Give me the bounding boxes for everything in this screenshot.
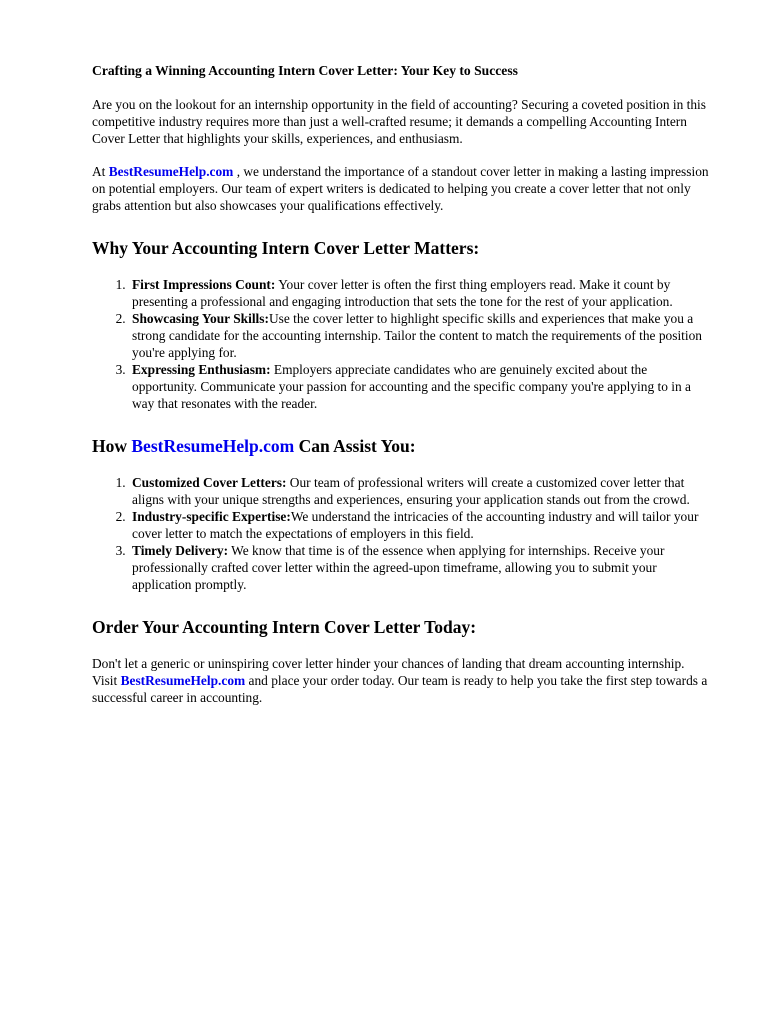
intro-paragraph-1 — [92, 96, 710, 147]
document-title: Crafting a Winning Accounting Intern Cover Letter: Your Key to Success — [92, 63, 518, 78]
list-item-text: Our team of professional writers will create a customized cover letter that aligns with your unique strengths and experiences, ensuring your application stands out from the crowd. — [132, 475, 690, 507]
how-assist-list — [92, 474, 710, 593]
list-item-text: We understand the intricacies of the accounting industry and will tailor your cover letter to match the expectations of employers in this field. — [132, 509, 699, 541]
paragraph-text: Don't let a generic or uninspiring cover letter hinder your chances of landing that dream accounting internship. Visit — [92, 656, 685, 688]
intro-paragraph-2 — [92, 163, 710, 214]
list-item — [129, 474, 710, 508]
why-matters-list — [92, 276, 710, 412]
closing-paragraph — [92, 655, 710, 706]
list-item — [129, 542, 710, 593]
list-item-label: Timely Delivery: — [132, 543, 229, 558]
list-item-label: Customized Cover Letters: — [132, 475, 287, 490]
list-item-text: Your cover letter is often the first thing employers read. Make it count by presenting a professional and engaging introduction that sets the tone for the rest of your application. — [132, 277, 673, 309]
heading-text: Can Assist You: — [294, 436, 416, 456]
list-item — [129, 508, 710, 542]
list-item-label: Industry-specific Expertise: — [132, 509, 291, 524]
list-item — [129, 310, 710, 361]
section-heading-order-today: Order Your Accounting Intern Cover Letter Today: — [92, 617, 477, 637]
list-item-label: Showcasing Your Skills: — [132, 311, 269, 326]
list-item-label: First Impressions Count: — [132, 277, 276, 292]
paragraph-text: Are you on the lookout for an internship opportunity in the field of accounting? Securing a coveted position in this competitive industry requires more than just a well-crafted resume; it demands a compelling Accounting Intern Cover Letter that highlights your skills, experiences, and enthusiasm. — [92, 97, 706, 146]
paragraph-text: and place your order today. Our team is ready to help you take the first step towards a successful career in accounting. — [92, 673, 708, 705]
list-item — [129, 361, 710, 412]
list-item-text: We know that time is of the essence when applying for internships. Receive your professionally crafted cover letter within the agreed-upon timeframe, allowing you to submit your application promptly. — [132, 543, 665, 592]
paragraph-text: , we understand the importance of a standout cover letter in making a lasting impression on potential employers. Our team of expert writers is dedicated to helping you create a cover letter that not only grabs attention but also showcases your qualifications effectively. — [92, 164, 709, 213]
list-item-label: Expressing Enthusiasm: — [132, 362, 271, 377]
section-heading-why-matters: Why Your Accounting Intern Cover Letter Matters: — [92, 238, 480, 258]
paragraph-text: At — [92, 164, 109, 179]
heading-text: How — [92, 436, 132, 456]
list-item-text: Employers appreciate candidates who are genuinely excited about the opportunity. Communicate your passion for accounting and the specific company you're applying to in a way that resonates with the reader. — [132, 362, 691, 411]
section-heading-how-assist — [92, 436, 710, 457]
bestresumehelp-link[interactable]: BestResumeHelp.com — [120, 673, 246, 688]
bestresumehelp-link[interactable]: BestResumeHelp.com — [131, 436, 295, 456]
list-item — [129, 276, 710, 310]
list-item-text: Use the cover letter to highlight specific skills and experiences that make you a strong candidate for the accounting internship. Tailor the content to match the requirements of the position you're applying for. — [132, 311, 702, 360]
bestresumehelp-link[interactable]: BestResumeHelp.com — [108, 164, 234, 179]
